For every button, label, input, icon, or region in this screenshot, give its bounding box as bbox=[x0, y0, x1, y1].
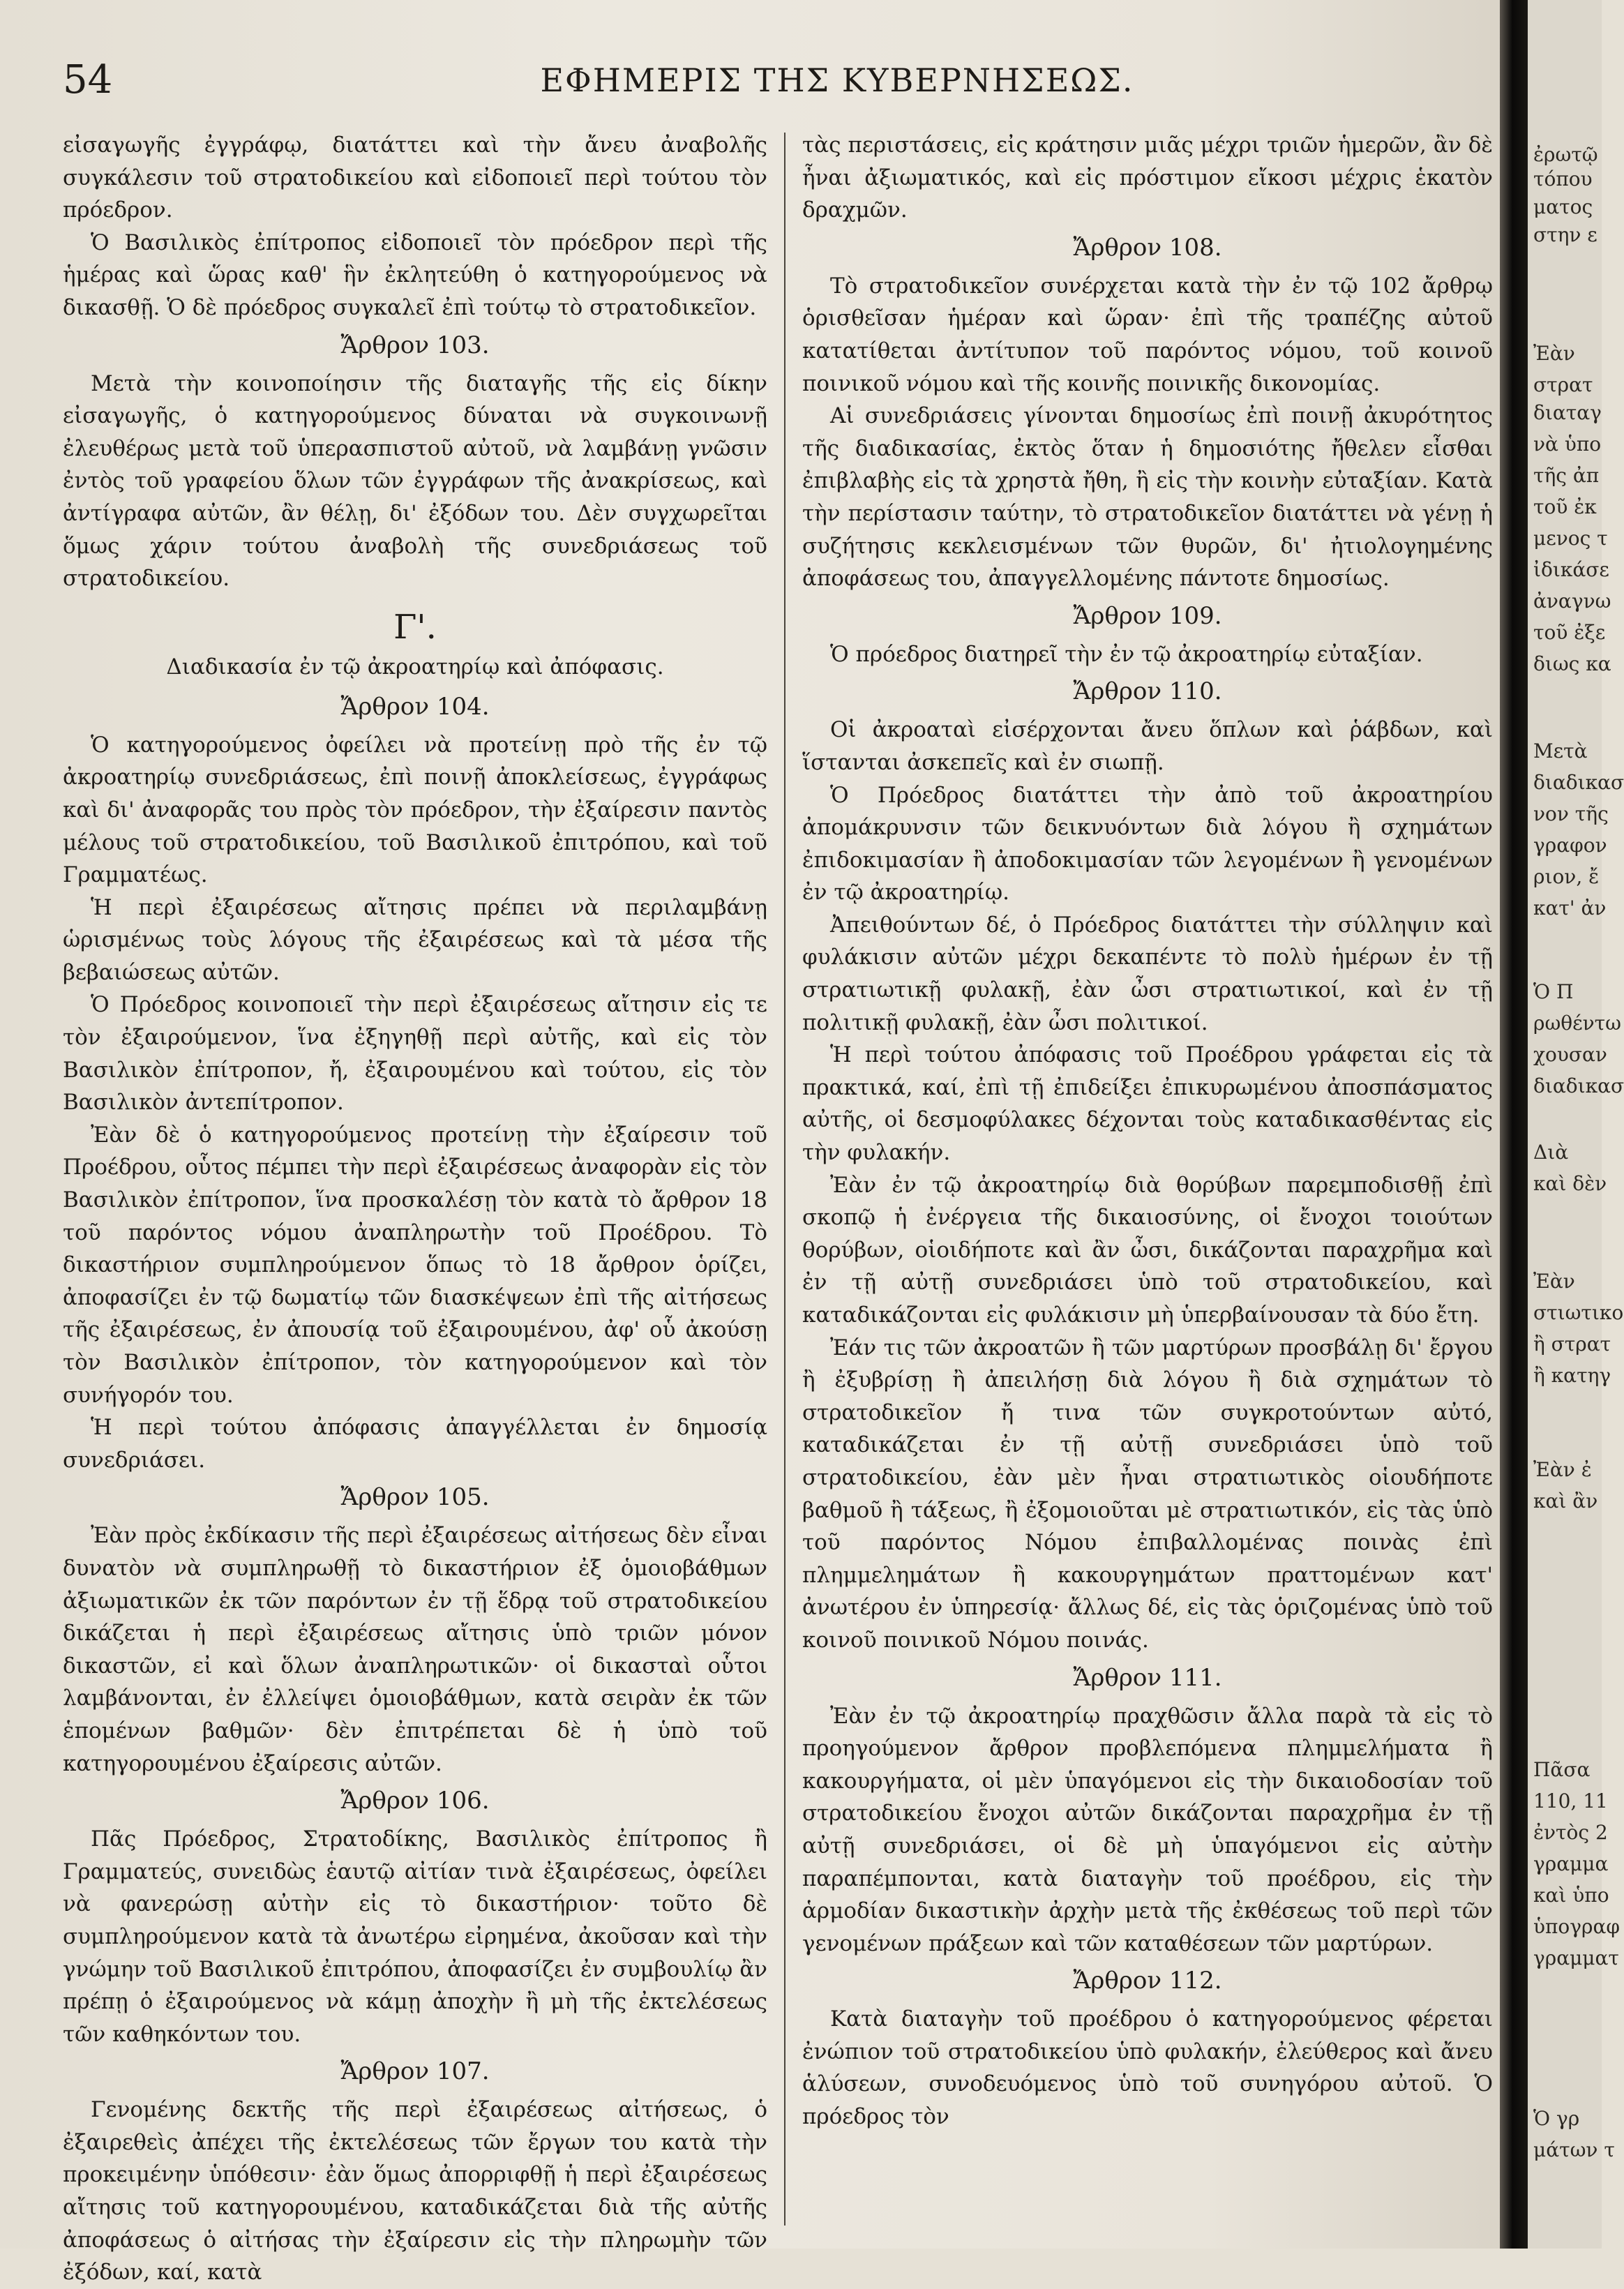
article-heading-112: Ἄρθρον 112. bbox=[1073, 1967, 1222, 1995]
paragraph: Ἐὰν ἐν τῷ ἀκροατηρίῳ πραχθῶσιν ἄλλα παρὰ τὰ εἰς τὸ προηγούμενον ἄρθρον προβλεπόμενα πλημμελήματα ἢ κακουργήματα, οἱ μὲν ὑπαγόμενοι εἰς τὴν δικαιοδοσίαν τοῦ στρατοδικείου ἔνοχοι αὐτῶν δικάζονται παραχρῆμα ἐν τῇ αὐτῇ συνεδριάσει, οἱ δὲ μὴ ὑπαγόμενοι εἰς αὐτὴν παραπέμπονται, κατὰ διαταγὴν τοῦ προέδρου, εἰς τὴν ἁρμοδίαν δικαστικὴν ἀρχὴν μετὰ τῆς ἐκθέσεως τοῦ περὶ τῶν γενομένων πράξεων καὶ τῶν καταθέσεων τῶν μαρτύρων. bbox=[802, 1703, 1493, 1956]
section-heading: Γ'. bbox=[393, 607, 437, 647]
article-heading-111: Ἄρθρον 111. bbox=[1073, 1663, 1222, 1692]
next-page-fragment: ἀναγνω bbox=[1533, 590, 1611, 613]
page-number: 54 bbox=[63, 57, 113, 103]
article-heading-107: Ἄρθρον 107. bbox=[340, 2057, 490, 2086]
next-page-fragment: ὑπογραφ bbox=[1533, 1915, 1620, 1938]
next-page-fragment: γραμματ bbox=[1533, 1946, 1619, 1969]
article-heading-103: Ἄρθρον 103. bbox=[340, 331, 490, 359]
paragraph: εἰσαγωγῆς ἐγγράφῳ, διατάττει καὶ τὴν ἄνευ ἀναβολῆς συγκάλεσιν τοῦ στρατοδικείου καὶ εἰδοποιεῖ περὶ τούτου τὸν πρόεδρον. bbox=[63, 133, 767, 223]
paragraph: Τὸ στρατοδικεῖον συνέρχεται κατὰ τὴν ἐν τῷ 102 ἄρθρῳ ὁρισθεῖσαν ἡμέραν καὶ ὥραν· ἐπὶ τῆς τραπέζης αὐτοῦ κατατίθεται ἀντίτυπον τοῦ παρόντος νόμου, τοῦ κοινοῦ ποινικοῦ νόμου καὶ τῆς κοινῆς ποινικῆς δικονομίας. bbox=[802, 273, 1493, 396]
paragraph: Οἱ ἀκροαταὶ εἰσέρχονται ἄνευ ὅπλων καὶ ῥάβδων, καὶ ἵστανται ἀσκεπεῖς καὶ ἐν σιωπῇ. bbox=[802, 717, 1493, 775]
next-page-fragment: μάτων τ bbox=[1533, 2138, 1615, 2161]
next-page-fragment: Πᾶσα bbox=[1533, 1758, 1591, 1781]
next-page-fragment: στην ε bbox=[1533, 223, 1597, 246]
paragraph: Αἱ συνεδριάσεις γίνονται δημοσίως ἐπὶ ποινῇ ἀκυρότητος τῆς διαδικασίας, ἐκτὸς ὅταν ἡ δημοσιότης ἤθελεν εἶσθαι ἐπιβλαβὴς εἰς τὰ χρηστὰ ἤθη, ἢ εἰς τὴν κοινὴν εὐταξίαν. Κατὰ τὴν περίστασιν ταύτην, τὸ στρατοδικεῖον διατάττει νὰ γένῃ ἡ συζήτησις κεκλεισμένων τῶν θυρῶν, δι' ἠτιολογημένης ἀποφάσεως του, ἀπαγγελλομένης πάντοτε δημοσίως. bbox=[802, 403, 1493, 592]
article-heading-105: Ἄρθρον 105. bbox=[340, 1483, 490, 1512]
paragraph: Ἡ περὶ ἐξαιρέσεως αἴτησις πρέπει νὰ περιλαμβάνῃ ὡρισμένως τοὺς λόγους τῆς ἐξαιρέσεως καὶ τὰ μέσα τῆς βεβαιώσεως αὐτῶν. bbox=[63, 894, 767, 985]
column-rule bbox=[784, 133, 785, 2226]
paragraph: Πᾶς Πρόεδρος, Στρατοδίκης, Βασιλικὸς ἐπίτροπος ἢ Γραμματεύς, συνειδὼς ἑαυτῷ αἰτίαν τινὰ ἐξαιρέσεως, ὀφείλει νὰ φανερώσῃ αὐτὴν εἰς τὸ δικαστήριον· τοῦτο δὲ συμπληρούμενον κατὰ τὰ ἀνωτέρω εἰρημένα, ἀκοῦσαν καὶ τὴν γνώμην τοῦ Βασιλικοῦ ἐπιτρόπου, ἀποφασίζει ἐν συμβουλίῳ ἂν πρέπῃ ὁ ἐξαιρούμενος νὰ κάμῃ ἀποχὴν ἢ μὴ τῆς ἐκτελέσεως τῶν καθηκόντων του. bbox=[63, 1826, 767, 2047]
paragraph: Ὁ πρόεδρος διατηρεῖ τὴν ἐν τῷ ἀκροατηρίῳ εὐταξίαν. bbox=[830, 641, 1423, 667]
next-page-fragment: Ἐὰν bbox=[1533, 342, 1575, 365]
paragraph: Μετὰ τὴν κοινοποίησιν τῆς διαταγῆς τῆς εἰς δίκην εἰσαγωγῆς, ὁ κατηγορούμενος δύναται νὰ συγκοινωνῇ ἐλευθέρως μετὰ τοῦ ὑπερασπιστοῦ αὐτοῦ, νὰ λαμβάνῃ γνῶσιν ἐντὸς τοῦ γραφείου ὅλων τῶν ἐγγράφων τῆς ἀνακρίσεως, καὶ ἀντίγραφα αὐτῶν, ἂν θέλῃ, δι' ἐξόδων του. Δὲν συγχωρεῖται ὅμως χάριν τούτου ἀναβολὴ τῆς συνεδριάσεως τοῦ στρατοδικείου. bbox=[63, 370, 767, 592]
left-column bbox=[63, 129, 767, 2289]
next-page-fragment: διαταγ bbox=[1533, 401, 1602, 424]
next-page-fragment: διαδικασ bbox=[1533, 771, 1624, 794]
next-page-fragment: καὶ ἂν bbox=[1533, 1489, 1598, 1513]
next-page-fragment: κατ' ἀν bbox=[1533, 896, 1607, 920]
next-page-fragment: τῆς ἀπ bbox=[1533, 464, 1600, 487]
paragraph: Ἐὰν ἐν τῷ ἀκροατηρίῳ διὰ θορύβων παρεμποδισθῇ ἐπὶ σκοπῷ ἡ ἐνέργεια τῆς δικαιοσύνης, οἱ ἔνοχοι τοιούτων θορύβων, οἱοιδήποτε καὶ ἂν ὦσι, δικάζονται παραχρῆμα καὶ ἐν τῇ αὐτῇ συνεδριάσει ὑπὸ τοῦ στρατοδικείου, καὶ καταδικάζονται εἰς φυλάκισιν μὴ ὑπερβαίνουσαν τὰ δύο ἔτη. bbox=[802, 1172, 1493, 1328]
next-page-fragment: μενος τ bbox=[1533, 527, 1608, 550]
article-heading-108: Ἄρθρον 108. bbox=[1073, 233, 1222, 262]
running-head: ΕΦΗΜΕΡΙΣ ΤΗΣ ΚΥΒΕΡΝΗΣΕΩΣ. bbox=[540, 61, 1134, 99]
next-page-fragment: Μετὰ bbox=[1533, 740, 1588, 763]
article-heading-106: Ἄρθρον 106. bbox=[340, 1787, 490, 1815]
next-page-fragment: 110, 11 bbox=[1533, 1789, 1608, 1813]
next-page-fragment: στιωτικο bbox=[1533, 1301, 1624, 1324]
paragraph: Γενομένης δεκτῆς τῆς περὶ ἐξαιρέσεως αἰτήσεως, ὁ ἐξαιρεθεὶς ἀπέχει τῆς ἐκτελέσεως τῶν ἔργων του κατὰ τὴν προκειμένην ὑπόθεσιν· ἐὰν ὅμως ἀπορριφθῇ ἡ περὶ ἐξαιρέσεως αἴτησις τοῦ κατηγορουμένου, καταδικάζεται διὰ τῆς αὐτῆς ἀποφάσεως ὁ αἰτήσας τὴν ἐξαίρεσιν εἰς τὴν πληρωμὴν τῶν ἐξόδων, καί, κατὰ bbox=[63, 2097, 767, 2286]
book-gutter bbox=[1500, 0, 1528, 2249]
paragraph: Ὁ Πρόεδρος διατάττει τὴν ἀπὸ τοῦ ἀκροατηρίου ἀπομάκρυνσιν τῶν δεικνυόντων διὰ λόγου ἢ σχημάτων ἐπιδοκιμασίαν ἢ ἀποδοκιμασίαν τῶν λεγομένων ἢ γενομένων ἐν τῷ ἀκροατηρίῳ. bbox=[802, 782, 1493, 906]
paragraph: Ἐὰν πρὸς ἐκδίκασιν τῆς περὶ ἐξαιρέσεως αἰτήσεως δὲν εἶναι δυνατὸν νὰ συμπληρωθῇ τὸ δικαστήριον ἐξ ὁμοιοβάθμων ἀξιωματικῶν ἐκ τῶν παρόντων ἐν τῇ ἕδρᾳ τοῦ στρατοδικείου δικάζεται ἡ περὶ ἐξαιρέσεως αἴτησις ὑπὸ τριῶν μόνον δικαστῶν, εἰ καὶ ὅλων ἀναπληρωτικῶν· οἱ δικασταὶ οὗτοι λαμβάνονται, ἐν ἐλλείψει ὁμοιοβάθμων, κατὰ σειρὰν ἐκ τῶν ἑπομένων βαθμῶν· δὲν ἐπιτρέπεται δὲ ἡ ὑπὸ τοῦ κατηγορουμένου ἐξαίρεσις αὐτῶν. bbox=[63, 1523, 767, 1776]
next-page-fragment: ρωθέντω bbox=[1533, 1012, 1621, 1035]
next-page-fragment: ἐντὸς 2 bbox=[1533, 1821, 1608, 1844]
paragraph: Ὁ κατηγορούμενος ὀφείλει νὰ προτείνῃ πρὸ τῆς ἐν τῷ ἀκροατηρίῳ συνεδριάσεως, ἐπὶ ποινῇ ἀποκλείσεως, ἐγγράφως καὶ δι' ἀναφορᾶς του πρὸς τὸν πρόεδρον, τὴν ἐξαίρεσιν παντὸς μέλους τοῦ στρατοδικείου, τοῦ Βασιλικοῦ ἐπιτρόπου, καὶ τοῦ Γραμματέως. bbox=[63, 732, 767, 888]
next-page-fragment: τοῦ ἐξε bbox=[1533, 621, 1606, 644]
next-page-fragment: Ἐὰν bbox=[1533, 1270, 1575, 1293]
paragraph: Ἐὰν δὲ ὁ κατηγορούμενος προτείνῃ τὴν ἐξαίρεσιν τοῦ Προέδρου, οὗτος πέμπει τὴν περὶ ἐξαιρέσεως ἀναφορὰν εἰς τὸν Βασιλικὸν ἐπίτροπον, ἵνα προσκαλέσῃ τὸν κατὰ τὸ ἄρθρον 18 τοῦ παρόντος νόμου ἀναπληρωτὴν τοῦ Προέδρου. Τὸ δικαστήριον συμπληρούμενον ὅπως τὸ 18 ἄρθρον ὁρίζει, ἀποφασίζει ἐν τῷ δωματίῳ τῶν διασκέψεων ἐπὶ τῆς αἰτήσεως τῆς ἐξαιρέσεως, ἐν ἀπουσίᾳ τοῦ ἐξαιρουμένου, ἀφ' οὗ ἀκούσῃ τὸν Βασιλικὸν ἐπίτροπον, τὸν κατηγορούμενον καὶ τὸν συνήγορόν του. bbox=[63, 1122, 767, 1408]
paragraph: Ἀπειθούντων δέ, ὁ Πρόεδρος διατάττει τὴν σύλληψιν καὶ φυλάκισιν αὐτῶν μέχρι δεκαπέντε τὸ πολὺ ἡμέρων ἐν τῇ στρατιωτικῇ φυλακῇ, ἐὰν ὦσι στρατιωτικοί, καὶ ἐν τῇ πολιτικῇ φυλακῇ, ἐὰν ὦσι πολιτικοί. bbox=[802, 912, 1493, 1035]
next-page-fragment: καὶ ὑπο bbox=[1533, 1884, 1609, 1907]
section-title: Διαδικασία ἐν τῷ ἀκροατηρίῳ καὶ ἀπόφασις. bbox=[166, 654, 664, 680]
next-page-fragment: τοῦ ἐκ bbox=[1533, 495, 1597, 518]
next-page-fragment: Ἐὰν ἐ bbox=[1533, 1458, 1592, 1481]
next-page-fragment: διαδικασ bbox=[1533, 1074, 1624, 1097]
paragraph: Κατὰ διαταγὴν τοῦ προέδρου ὁ κατηγορούμενος φέρεται ἐνώπιον τοῦ στρατοδικείου ὑπὸ φυλακήν, ἐλεύθερος καὶ ἄνευ ἁλύσεων, συνοδευόμενος ὑπὸ τοῦ συνηγόρου αὐτοῦ. Ὁ πρόεδρος τὸν bbox=[802, 2006, 1493, 2130]
next-page-fragment: Διὰ bbox=[1533, 1141, 1569, 1164]
next-page-fragment: ἢ κατηγ bbox=[1533, 1364, 1611, 1387]
right-column bbox=[802, 129, 1493, 2133]
next-page-fragment: ἰδικάσε bbox=[1533, 558, 1609, 581]
article-heading-110: Ἄρθρον 110. bbox=[1073, 677, 1222, 706]
next-page-fragment: νὰ ὑπο bbox=[1533, 433, 1602, 456]
next-page-fragment: στρατ bbox=[1533, 373, 1593, 396]
next-page-fragment: διως κα bbox=[1533, 652, 1611, 675]
next-page-fragment: Ὁ Π bbox=[1533, 980, 1574, 1003]
next-page-fragment: γραφον bbox=[1533, 834, 1607, 857]
paragraph: Ὁ Βασιλικὸς ἐπίτροπος εἰδοποιεῖ τὸν πρόεδρον περὶ τῆς ἡμέρας καὶ ὥρας καθ' ἣν ἐκλητεύθη ὁ κατηγορούμενος νὰ δικασθῇ. Ὁ δὲ πρόεδρος συγκαλεῖ ἐπὶ τούτῳ τὸ στρατοδικεῖον. bbox=[63, 230, 767, 320]
next-page-fragment: γραμμα bbox=[1533, 1852, 1609, 1875]
paragraph: Ὁ Πρόεδρος κοινοποιεῖ τὴν περὶ ἐξαιρέσεως αἴτησιν εἰς τε τὸν ἐξαιρούμενον, ἵνα ἐξηγηθῇ περὶ αὐτῆς, καὶ εἰς τὸν Βασιλικὸν ἐπίτροπον, ἤ, ἐξαιρουμένου καὶ τούτου, εἰς τὸν Βασιλικὸν ἀντεπίτροπον. bbox=[63, 992, 767, 1116]
next-page-edge bbox=[1528, 0, 1624, 2249]
next-page-fragment: ριον, ἔ bbox=[1533, 865, 1600, 888]
paragraph: Ἡ περὶ τούτου ἀπόφασις τοῦ Προέδρου γράφεται εἰς τὰ πρακτικά, καί, ἐπὶ τῇ ἐπιδείξει ἐπικυρωμένου ἀποσπάσματος αὐτῆς, οἱ δεσμοφύλακες δέχονται τοὺς καταδικασθέντας εἰς τὴν φυλακήν. bbox=[802, 1042, 1493, 1166]
next-page-fragment: Ὁ γρ bbox=[1533, 2107, 1580, 2130]
article-heading-104: Ἄρθρον 104. bbox=[340, 692, 490, 721]
next-page-fragment: χουσαν bbox=[1533, 1043, 1607, 1066]
next-page-fragment: ἢ στρατ bbox=[1533, 1333, 1611, 1356]
paragraph: Ἐάν τις τῶν ἀκροατῶν ἢ τῶν μαρτύρων προσβάλῃ δι' ἔργου ἢ ἐξυβρίσῃ ἢ ἀπειλήσῃ διὰ λόγου ἢ διὰ σχημάτων τὸ στρατοδικεῖον ἤ τινα τῶν συγκροτούντων αὐτό, καταδικάζεται ἐν τῇ αὐτῇ συνεδριάσει ὑπὸ τοῦ στρατοδικείου, ἐὰν μὲν ἦναι στρατιωτικὸς οἱουδήποτε βαθμοῦ ἢ τάξεως, ἢ ἐξομοιοῦται μὲ στρατιωτικόν, εἰς τὰς ὑπὸ τοῦ παρόντος Νόμου ἐπιβαλλομένας ποινὰς ἐπὶ πλημμελημάτων ἢ κακουργημάτων πραττομένων κατ' ἀνωτέρου ἐν ὑπηρεσίᾳ· ἄλλως δέ, εἰς τὰς ὁριζομένας ὑπὸ τοῦ κοινοῦ ποινικοῦ Νόμου ποινάς. bbox=[802, 1335, 1493, 1653]
paragraph: Ἡ περὶ τούτου ἀπόφασις ἀπαγγέλλεται ἐν δημοσίᾳ συνεδριάσει. bbox=[63, 1415, 767, 1473]
next-page-fragment: καὶ δὲν bbox=[1533, 1172, 1607, 1195]
next-page-fragment: ἐρωτῷ bbox=[1533, 143, 1598, 166]
article-heading-109: Ἄρθρον 109. bbox=[1073, 601, 1222, 630]
paragraph: τὰς περιστάσεις, εἰς κράτησιν μιᾶς μέχρι τριῶν ἡμερῶν, ἂν δὲ ἦναι ἀξιωματικός, καὶ εἰς πρόστιμον εἴκοσι μέχρις ἑκατὸν δραχμῶν. bbox=[802, 133, 1493, 223]
next-page-fragment: τόπου bbox=[1533, 167, 1593, 190]
next-page-fragment: νον τῆς bbox=[1533, 802, 1609, 825]
next-page-fragment: ματος bbox=[1533, 195, 1593, 218]
